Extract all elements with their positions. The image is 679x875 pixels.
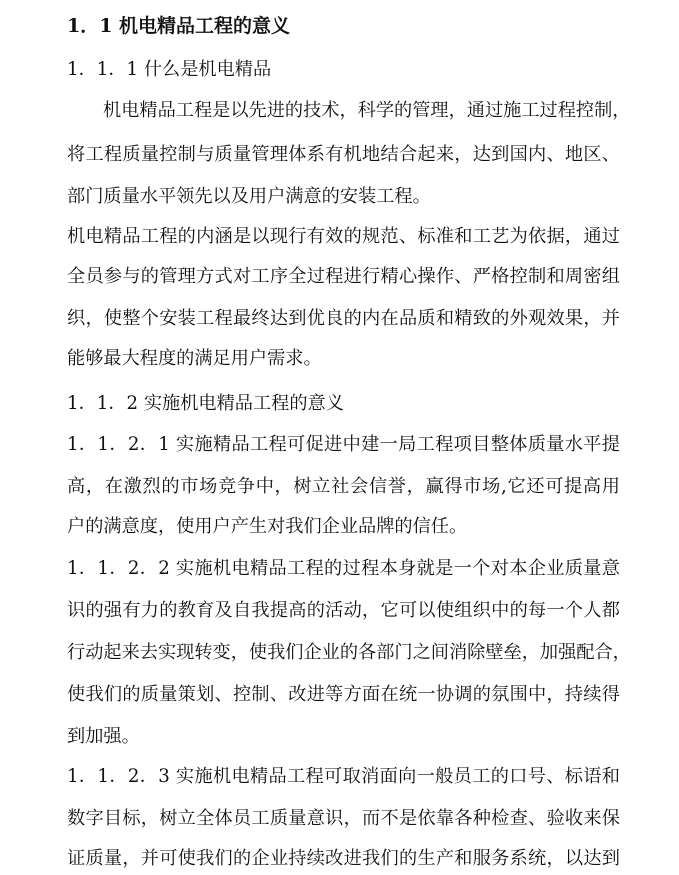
paragraph-4-line-1: 1．1．2．2 实施机电精品工程的过程本身就是一个对本企业质量意 (67, 558, 620, 579)
paragraph-4-line-4: 使我们的质量策划、控制、改进等方面在统一协调的氛围中，持续得 (67, 684, 620, 705)
subsection-heading-1: 1．1．1 什么是机电精品 (67, 59, 272, 80)
paragraph-1-line-3: 部门质量水平领先以及用户满意的安装工程。 (67, 186, 431, 207)
paragraph-4-line-5: 到加强。 (67, 726, 140, 747)
paragraph-1-line-2: 将工程质量控制与质量管理体系有机地结合起来，达到国内、地区、 (67, 144, 620, 165)
paragraph-2-line-2: 全员参与的管理方式对工序全过程进行精心操作、严格控制和周密组 (67, 266, 620, 287)
section-heading: 1．1 机电精品工程的意义 (67, 15, 291, 37)
paragraph-3-line-1: 1．1．2．1 实施精品工程可促进中建一局工程项目整体质量水平提 (67, 434, 620, 455)
paragraph-3-line-3: 户的满意度，使用户产生对我们企业品牌的信任。 (67, 516, 468, 537)
paragraph-4-line-2: 识的强有力的教育及自我提高的活动，它可以使组织中的每一个人都 (67, 600, 620, 621)
paragraph-1-line-1: 机电精品工程是以先进的技术，科学的管理，通过施工过程控制， (103, 100, 631, 121)
paragraph-2-line-4: 能够最大程度的满足用户需求。 (67, 348, 322, 369)
paragraph-5-line-2: 数字目标，树立全体员工质量意识，而不是依靠各种检查、验收来保 (67, 808, 620, 829)
paragraph-5-line-3: 证质量，并可使我们的企业持续改进我们的生产和服务系统，以达到 (67, 848, 620, 869)
paragraph-4-line-3: 行动起来去实现转变，使我们企业的各部门之间消除壁垒，加强配合， (67, 642, 631, 663)
paragraph-2-line-3: 织，使整个安装工程最终达到优良的内在品质和精致的外观效果，并 (67, 308, 620, 329)
paragraph-3-line-2: 高，在激烈的市场竞争中，树立社会信誉，赢得市场,它还可提高用 (67, 476, 620, 497)
paragraph-2-line-1: 机电精品工程的内涵是以现行有效的规范、标准和工艺为依据，通过 (67, 226, 620, 247)
subsection-heading-2: 1．1．2 实施机电精品工程的意义 (67, 393, 344, 414)
paragraph-5-line-1: 1．1．2．3 实施机电精品工程可取消面向一般员工的口号、标语和 (67, 766, 620, 787)
